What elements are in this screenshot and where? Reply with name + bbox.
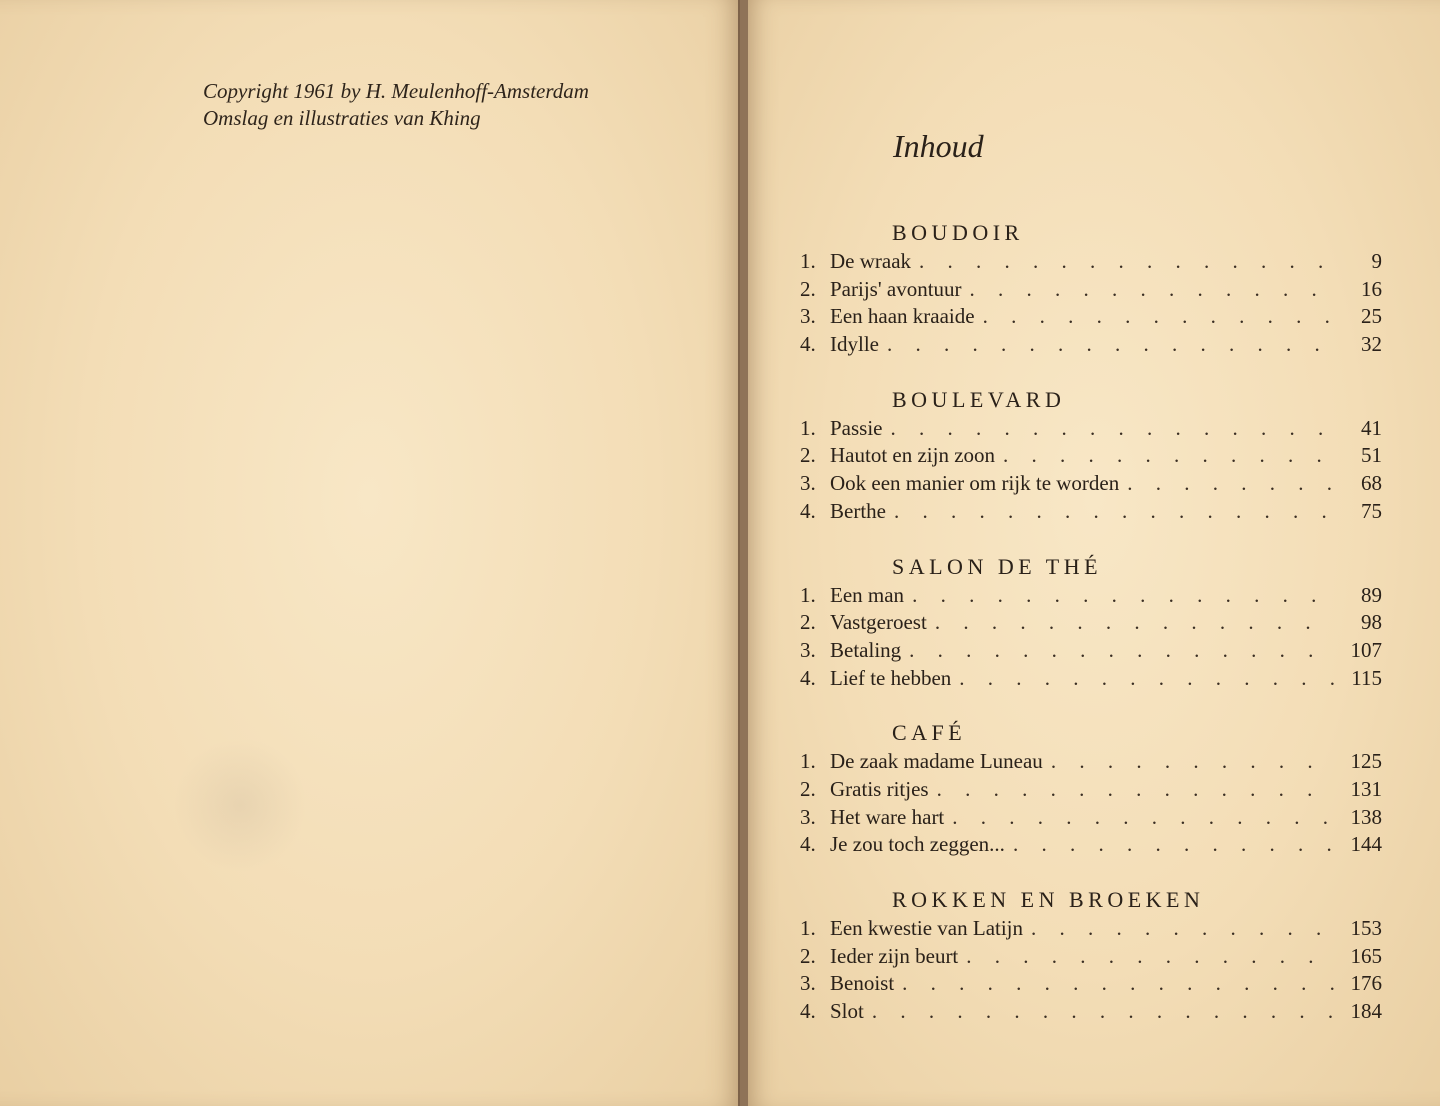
toc-section (800, 552, 1382, 693)
entry-page: 98 (1361, 610, 1382, 635)
toc-entry (800, 831, 1382, 859)
entry-page: 115 (1351, 665, 1382, 690)
entry-number: 1. (800, 582, 816, 607)
dot-leader (891, 415, 1335, 443)
toc-section (800, 385, 1382, 526)
toc-entry (800, 637, 1382, 665)
dot-leader (872, 998, 1334, 1026)
toc-entry (800, 915, 1382, 943)
toc-section (800, 718, 1382, 859)
entry-number: 4. (800, 665, 816, 690)
entry-number: 2. (800, 276, 816, 301)
dot-leader (952, 804, 1334, 832)
section-heading: ROKKEN EN BROEKEN (892, 887, 1205, 912)
entry-number: 3. (800, 304, 816, 329)
entry-title: Het ware hart (830, 804, 945, 829)
entry-page: 16 (1361, 276, 1382, 301)
toc-entry (800, 804, 1382, 832)
dot-leader (935, 609, 1334, 637)
entry-title: Berthe (830, 498, 886, 523)
toc-entry (800, 943, 1382, 971)
entry-title: Benoist (830, 971, 895, 996)
toc-entry (800, 776, 1382, 804)
entry-page: 176 (1350, 971, 1382, 996)
dot-leader (887, 331, 1334, 359)
entry-title: Een haan kraaide (830, 304, 975, 329)
entry-page: 25 (1361, 304, 1382, 329)
dot-leader (919, 248, 1334, 276)
section-heading: CAFÉ (892, 720, 967, 746)
entry-title: Ieder zijn beurt (830, 943, 959, 968)
entry-number: 4. (800, 332, 816, 357)
toc-entry (800, 442, 1382, 470)
section-heading: BOULEVARD (892, 386, 1066, 412)
entry-title: Vastgeroest (830, 610, 927, 635)
entry-number: 3. (800, 804, 816, 829)
entry-number: 4. (800, 498, 816, 523)
entry-title: Parijs' avontuur (830, 276, 962, 301)
entry-number: 4. (800, 832, 816, 857)
entry-title: Idylle (830, 332, 879, 357)
dot-leader (1127, 470, 1334, 498)
entry-number: 1. (800, 415, 816, 440)
dot-leader (902, 970, 1334, 998)
paper-stain (175, 735, 305, 875)
entry-title: Je zou toch zeggen... (830, 832, 1005, 857)
entry-number: 1. (800, 916, 816, 940)
toc-entry (800, 303, 1382, 331)
dot-leader (1031, 915, 1334, 943)
entry-number: 2. (800, 610, 816, 635)
dot-leader (1051, 748, 1334, 776)
entry-page: 68 (1361, 471, 1382, 496)
entry-page: 41 (1361, 415, 1382, 440)
entry-number: 4. (800, 999, 816, 1024)
entry-page: 153 (1350, 916, 1382, 940)
toc-entry (800, 276, 1382, 304)
entry-page: 184 (1350, 999, 1382, 1024)
entry-page: 75 (1361, 498, 1382, 523)
entry-title: Slot (830, 999, 864, 1024)
section-heading: BOUDOIR (892, 220, 1024, 245)
toc-section (800, 218, 1382, 359)
entry-page: 125 (1350, 749, 1382, 774)
copyright-line: Copyright 1961 by H. Meulenhoff-Amsterdam (203, 79, 589, 103)
entry-page: 51 (1361, 443, 1382, 468)
dot-leader (983, 303, 1334, 331)
dot-leader (959, 665, 1334, 693)
entry-page: 138 (1350, 804, 1382, 829)
entry-page: 144 (1350, 832, 1382, 857)
entry-page: 107 (1350, 637, 1382, 662)
entry-page: 89 (1361, 582, 1382, 607)
toc-entry (800, 498, 1382, 526)
dot-leader (937, 776, 1334, 804)
toc-entry (800, 470, 1382, 498)
dot-leader (970, 276, 1334, 304)
entry-title: Een man (830, 582, 905, 607)
entry-title: Passie (830, 415, 883, 440)
entry-number: 1. (800, 749, 816, 774)
section-gap (800, 526, 1382, 552)
toc-section (800, 885, 1382, 1026)
dot-leader (909, 637, 1334, 665)
entry-page: 32 (1361, 332, 1382, 357)
entry-page: 131 (1350, 776, 1382, 801)
entry-title: De wraak (830, 249, 912, 273)
dot-leader (966, 943, 1334, 971)
entry-title: Ook een manier om rijk te worden (830, 471, 1120, 496)
dot-leader (1003, 442, 1334, 470)
entry-title: Lief te hebben (830, 665, 952, 690)
dot-leader (912, 582, 1334, 610)
entry-page: 9 (1371, 249, 1382, 273)
entry-number: 1. (800, 249, 816, 273)
dot-leader (1013, 831, 1334, 859)
section-heading: SALON DE THÉ (892, 553, 1103, 579)
entry-title: Betaling (830, 637, 902, 662)
toc-entry (800, 748, 1382, 776)
toc-entry (800, 998, 1382, 1026)
toc-entry (800, 331, 1382, 359)
entry-number: 2. (800, 943, 816, 968)
toc-title: Inhoud (893, 128, 984, 164)
imprint (203, 78, 589, 132)
entry-number: 2. (800, 776, 816, 801)
toc-entry (800, 665, 1382, 693)
cover-credit-line: Omslag en illustraties van Khing (203, 106, 481, 130)
entry-number: 3. (800, 471, 816, 496)
entry-title: Hautot en zijn zoon (830, 443, 996, 468)
toc-entry (800, 609, 1382, 637)
toc-entry (800, 970, 1382, 998)
entry-number: 2. (800, 443, 816, 468)
entry-title: Gratis ritjes (830, 776, 929, 801)
entry-title: Een kwestie van Latijn (830, 916, 1024, 940)
dot-leader (894, 498, 1334, 526)
entry-number: 3. (800, 637, 816, 662)
section-gap (800, 692, 1382, 718)
toc-entry (800, 248, 1382, 276)
toc-entry (800, 582, 1382, 610)
entry-page: 165 (1350, 943, 1382, 968)
table-of-contents (800, 218, 1382, 1026)
section-gap (800, 359, 1382, 385)
toc-entry (800, 415, 1382, 443)
entry-title: De zaak madame Luneau (830, 749, 1043, 774)
entry-number: 3. (800, 971, 816, 996)
section-gap (800, 859, 1382, 885)
